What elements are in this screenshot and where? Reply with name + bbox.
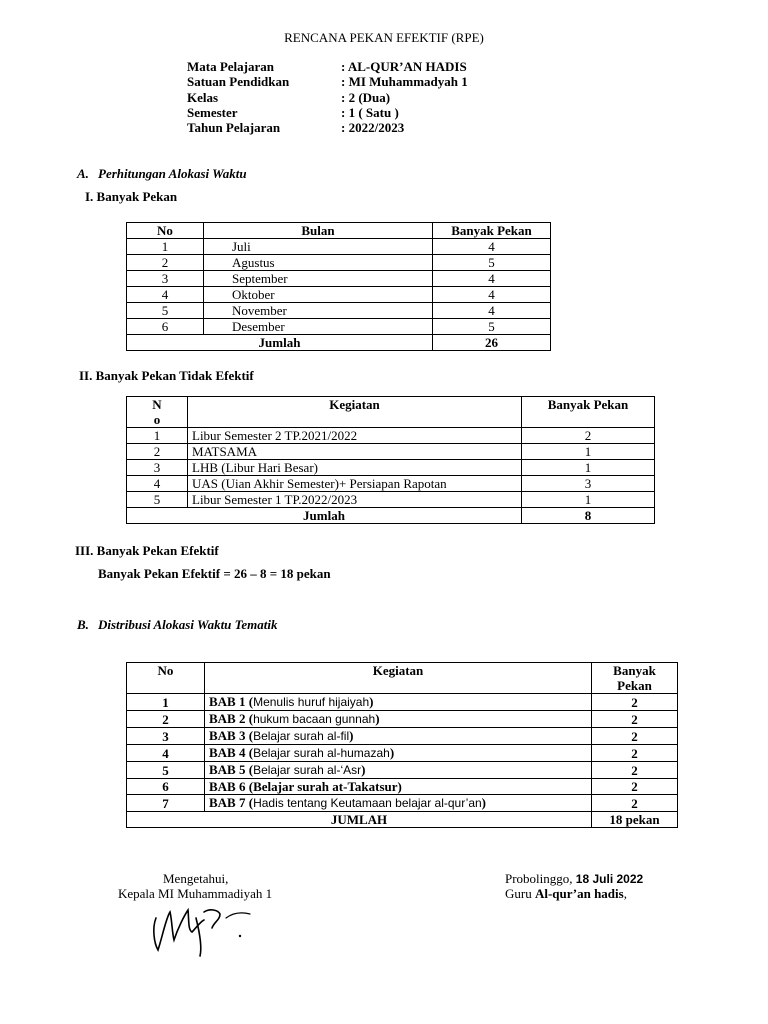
bab-label: BAB 3 [209,728,246,743]
cell-no: 1 [127,428,188,444]
cell-weeks: 1 [522,460,655,476]
cell-month: Desember [204,319,433,335]
column-header: No [127,223,204,239]
column-header: Banyak Pekan [522,397,655,428]
table-row [127,762,678,779]
weeks-table [126,222,551,351]
signature-left-line1: Mengetahui, [163,871,229,886]
column-header: Kegiatan [205,663,592,694]
bab-topic: Belajar surah al-‘Asr [253,763,362,777]
cell-activity: BAB 4 (Belajar surah al-humazah) [205,745,592,762]
part3-title: III. Banyak Pekan Efektif [75,543,219,558]
identity-value: : 2 (Dua) [341,90,391,105]
table-row [127,428,655,444]
cell-activity: BAB 1 (Menulis huruf hijaiyah) [205,694,592,711]
table-row [127,255,551,271]
cell-activity: MATSAMA [188,444,522,460]
cell-no: 7 [127,795,205,812]
cell-no: 5 [127,492,188,508]
cell-activity: BAB 3 (Belajar surah al-fil) [205,728,592,745]
signature-date: 18 Juli 2022 [575,872,644,886]
cell-activity: Libur Semester 2 TP.2021/2022 [188,428,522,444]
signature-role-prefix: Guru [505,886,535,901]
table-row [127,476,655,492]
bab-topic: Belajar surah at-Takatsur [253,779,398,794]
bab-label: BAB 1 [209,694,246,709]
cell-weeks: 1 [522,444,655,460]
identity-key: Semester [187,105,238,120]
identity-value: : 1 ( Satu ) [341,105,399,120]
signature-role: Al-qur’an hadis [534,886,624,901]
cell-no: 2 [127,255,204,271]
cell-activity: BAB 5 (Belajar surah al-‘Asr) [205,762,592,779]
table-row [127,711,678,728]
non-effective-table [126,396,655,524]
cell-no: 5 [127,303,204,319]
signature-right-line1 [505,871,643,887]
column-header: Banyak [613,663,656,678]
cell-no: 4 [127,745,205,762]
cell-weeks: 5 [433,255,551,271]
distribution-table [126,662,678,828]
bab-label: BAB 7 [209,795,246,810]
cell-weeks: 2 [592,728,678,745]
cell-weeks: 2 [592,694,678,711]
table-total-row [127,335,551,351]
cell-no: 3 [127,728,205,745]
bab-topic: Belajar surah al-humazah [253,746,390,760]
total-label: Jumlah [127,335,433,351]
identity-value: : AL-QUR’AN HADIS [341,59,467,74]
cell-no: 1 [127,239,204,255]
effective-formula: Banyak Pekan Efektif = 26 – 8 = 18 pekan [98,566,331,581]
table-row [127,492,655,508]
column-header: No [127,663,205,694]
cell-no: 5 [127,762,205,779]
cell-weeks: 3 [522,476,655,492]
section-a-title: Perhitungan Alokasi Waktu [98,166,247,181]
identity-key: Kelas [187,90,219,105]
cell-month: November [204,303,433,319]
table-total-row [127,508,655,524]
cell-month: Juli [204,239,433,255]
table-row [127,795,678,812]
bab-label: BAB 4 [209,745,246,760]
table-row [127,303,551,319]
cell-weeks: 5 [433,319,551,335]
cell-no: 3 [127,460,188,476]
cell-activity: BAB 6 (Belajar surah at-Takatsur) [205,779,592,795]
cell-month: Agustus [204,255,433,271]
bab-topic: Belajar surah al-fil [253,729,350,743]
cell-no: 2 [127,711,205,728]
section-b-letter: B. [77,617,89,632]
cell-activity: BAB 7 (Hadis tentang Keutamaan belajar al-qur’an) [205,795,592,812]
total-value: 8 [522,508,655,524]
bab-label: BAB 5 [209,762,246,777]
page-title: RENCANA PEKAN EFEKTIF (RPE) [284,30,484,45]
column-header: Banyak Pekan [433,223,551,239]
total-value: 18 pekan [592,812,678,828]
identity-value: : 2022/2023 [341,120,405,135]
cell-activity: BAB 2 (hukum bacaan gunnah) [205,711,592,728]
table-row [127,444,655,460]
column-header: o [153,412,161,427]
cell-no: 3 [127,271,204,287]
signature-right-line2 [505,886,627,902]
cell-weeks: 4 [433,239,551,255]
cell-weeks: 2 [592,762,678,779]
cell-month: September [204,271,433,287]
bab-label: BAB 2 [209,711,246,726]
signature-left-line2: Kepala MI Muhammadiyah 1 [118,886,273,901]
cell-no: 2 [127,444,188,460]
column-header: Kegiatan [188,397,522,428]
table-row [127,319,551,335]
table-row [127,694,678,711]
signature-role-suffix: , [623,886,627,901]
cell-month: Oktober [204,287,433,303]
column-header: N [152,397,162,412]
table-row [127,779,678,795]
cell-weeks: 2 [522,428,655,444]
cell-activity: Libur Semester 1 TP.2022/2023 [188,492,522,508]
cell-weeks: 1 [522,492,655,508]
identity-key: Tahun Pelajaran [187,120,281,135]
table-row [127,745,678,762]
table-row [127,287,551,303]
table-header-row [127,223,551,239]
cell-no: 1 [127,694,205,711]
column-header-no [127,397,188,428]
cell-weeks: 2 [592,779,678,795]
cell-activity: UAS (Uian Akhir Semester)+ Persiapan Rapotan [188,476,522,492]
total-value: 26 [433,335,551,351]
cell-weeks: 2 [592,711,678,728]
column-header: Bulan [204,223,433,239]
table-total-row [127,812,678,828]
signature-city: Probolinggo, [505,871,576,886]
bab-topic: Menulis huruf hijaiyah [253,695,370,709]
bab-label: BAB 6 [209,779,246,794]
cell-weeks: 4 [433,271,551,287]
cell-weeks: 4 [433,303,551,319]
table-header-row [127,397,655,428]
column-header: Pekan [617,678,652,693]
cell-weeks: 2 [592,745,678,762]
section-a-letter: A. [77,166,89,181]
section-b-title: Distribusi Alokasi Waktu Tematik [98,617,278,632]
cell-no: 4 [127,476,188,492]
total-label: JUMLAH [127,812,592,828]
identity-value: : MI Muhammadyah 1 [341,74,468,89]
column-header-weeks [592,663,678,694]
handwritten-signature [148,898,258,958]
table-row [127,460,655,476]
cell-weeks: 2 [592,795,678,812]
table-row [127,271,551,287]
part1-title: I. Banyak Pekan [85,189,178,204]
identity-key: Mata Pelajaran [187,59,275,74]
cell-no: 6 [127,319,204,335]
cell-activity: LHB (Libur Hari Besar) [188,460,522,476]
part2-title: II. Banyak Pekan Tidak Efektif [79,368,254,383]
cell-no: 4 [127,287,204,303]
cell-no: 6 [127,779,205,795]
table-row [127,728,678,745]
bab-topic: hukum bacaan gunnah [253,712,376,726]
table-row [127,239,551,255]
cell-weeks: 4 [433,287,551,303]
total-label: Jumlah [127,508,522,524]
table-header-row [127,663,678,694]
identity-key: Satuan Pendidkan [187,74,290,89]
bab-topic: Hadis tentang Keutamaan belajar al-qur’an [253,796,482,810]
